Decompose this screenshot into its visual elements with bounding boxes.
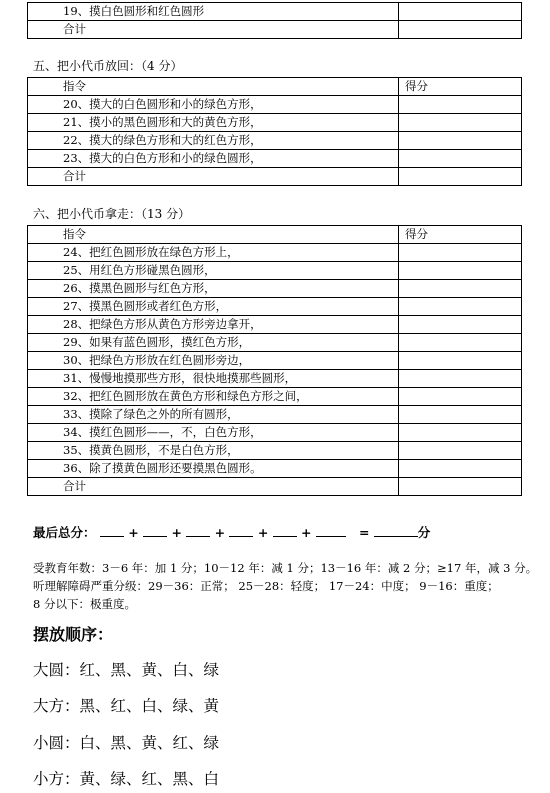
table-row	[28, 96, 522, 114]
equals-sign: =	[358, 525, 370, 540]
instruction-cell: 32、把红色圆形放在黄色方形和绿色方形之间，	[28, 388, 399, 406]
section5-table	[27, 77, 522, 186]
score-cell	[399, 21, 522, 39]
table-row	[28, 316, 522, 334]
instruction-cell: 24、把红色圆形放在绿色方形上，	[28, 244, 399, 262]
score-cell	[399, 280, 522, 298]
table-row	[28, 3, 522, 21]
plus-sign: +	[257, 525, 269, 540]
table-header	[28, 226, 522, 244]
order-line-small-circle: 小圆：白、黑、黄、红、绿	[33, 734, 220, 752]
score-cell	[399, 132, 522, 150]
score-blank[interactable]	[316, 536, 346, 537]
score-blank[interactable]	[100, 536, 124, 537]
score-cell	[399, 96, 522, 114]
table-row	[28, 114, 522, 132]
table-row	[28, 21, 522, 39]
score-cell	[399, 298, 522, 316]
score-blank[interactable]	[186, 536, 210, 537]
table-row	[28, 280, 522, 298]
score-header: 得分	[399, 226, 522, 244]
score-cell	[399, 316, 522, 334]
order-line-small-square: 小方：黄、绿、红、黑、白	[33, 770, 220, 788]
instruction-cell: 19、摸白色圆形和红色圆形	[28, 3, 399, 21]
table-row	[28, 262, 522, 280]
score-cell	[399, 334, 522, 352]
table-row	[28, 442, 522, 460]
score-cell	[399, 262, 522, 280]
table-header	[28, 78, 522, 96]
instruction-cell: 21、摸小的黑色圆形和大的黄色方形，	[28, 114, 399, 132]
score-cell	[399, 442, 522, 460]
top-score-table	[27, 2, 522, 39]
score-blank[interactable]	[143, 536, 167, 537]
instruction-cell: 26、摸黑色圆形与红色方形，	[28, 280, 399, 298]
instruction-header: 指令	[28, 226, 399, 244]
instruction-cell: 25、用红色方形碰黑色圆形，	[28, 262, 399, 280]
score-cell	[399, 150, 522, 168]
order-title: 摆放顺序：	[33, 625, 114, 644]
final-score-label: 最后总分：	[33, 525, 96, 540]
instruction-cell: 34、摸红色圆形——，不，白色方形，	[28, 424, 399, 442]
grading-note-end: 8 分以下：极重度。	[33, 597, 136, 611]
score-cell	[399, 406, 522, 424]
score-blank[interactable]	[229, 536, 253, 537]
section6-table	[27, 225, 522, 496]
table-row	[28, 460, 522, 478]
instruction-cell: 20、摸大的白色圆形和小的绿色方形，	[28, 96, 399, 114]
score-cell	[399, 370, 522, 388]
score-cell	[399, 114, 522, 132]
total-label: 合计	[28, 168, 399, 186]
order-line-large-circle: 大圆：红、黑、黄、白、绿	[33, 661, 220, 679]
total-label: 合计	[28, 21, 399, 39]
table-row	[28, 334, 522, 352]
table-row	[28, 406, 522, 424]
final-score-line	[33, 523, 430, 541]
instruction-cell: 33、摸除了绿色之外的所有圆形，	[28, 406, 399, 424]
instruction-cell: 36、除了摸黄色圆形还要摸黑色圆形。	[28, 460, 399, 478]
score-cell	[399, 244, 522, 262]
instruction-cell: 35、摸黄色圆形，不是白色方形，	[28, 442, 399, 460]
instruction-cell: 22、摸大的绿色方形和大的红色方形，	[28, 132, 399, 150]
score-cell	[399, 3, 522, 21]
table-row	[28, 150, 522, 168]
plus-sign: +	[171, 525, 182, 540]
table-row	[28, 424, 522, 442]
grading-note: 听理解障碍严重分级：29－36：正常； 25－28：轻度； 17－24：中度； 9－16：重度；	[33, 579, 499, 593]
table-row	[28, 244, 522, 262]
score-cell	[399, 424, 522, 442]
table-row	[28, 298, 522, 316]
total-label: 合计	[28, 478, 399, 496]
score-cell	[399, 460, 522, 478]
section5-title: 五、把小代币放回：（4 分）	[33, 59, 183, 73]
plus-sign: +	[214, 525, 226, 540]
instruction-cell: 30、把绿色方形放在红色圆形旁边，	[28, 352, 399, 370]
education-note: 受教育年数：3－6 年：加 1 分；10－12 年：减 1 分；13－16 年：减 2 分；≥17 年，减 3 分。	[33, 561, 538, 575]
total-blank[interactable]	[374, 536, 418, 537]
instruction-cell: 29、如果有蓝色圆形，摸红色方形，	[28, 334, 399, 352]
table-row	[28, 388, 522, 406]
table-row	[28, 478, 522, 496]
score-cell	[399, 478, 522, 496]
section6-title: 六、把小代币拿走：（13 分）	[33, 207, 191, 221]
instruction-cell: 28、把绿色方形从黄色方形旁边拿开，	[28, 316, 399, 334]
score-cell	[399, 352, 522, 370]
instruction-header: 指令	[28, 78, 399, 96]
score-cell	[399, 388, 522, 406]
table-row	[28, 132, 522, 150]
instruction-cell: 23、摸大的白色方形和小的绿色圆形，	[28, 150, 399, 168]
table-row	[28, 168, 522, 186]
order-line-large-square: 大方：黑、红、白、绿、黄	[33, 697, 220, 715]
instruction-cell: 31、慢慢地摸那些方形，很快地摸那些圆形，	[28, 370, 399, 388]
instruction-cell: 27、摸黑色圆形或者红色方形，	[28, 298, 399, 316]
plus-sign: +	[128, 525, 139, 540]
score-blank[interactable]	[273, 536, 297, 537]
score-cell	[399, 168, 522, 186]
score-unit: 分	[417, 525, 431, 540]
table-row	[28, 370, 522, 388]
score-header: 得分	[399, 78, 522, 96]
plus-sign: +	[301, 525, 312, 540]
table-row	[28, 352, 522, 370]
